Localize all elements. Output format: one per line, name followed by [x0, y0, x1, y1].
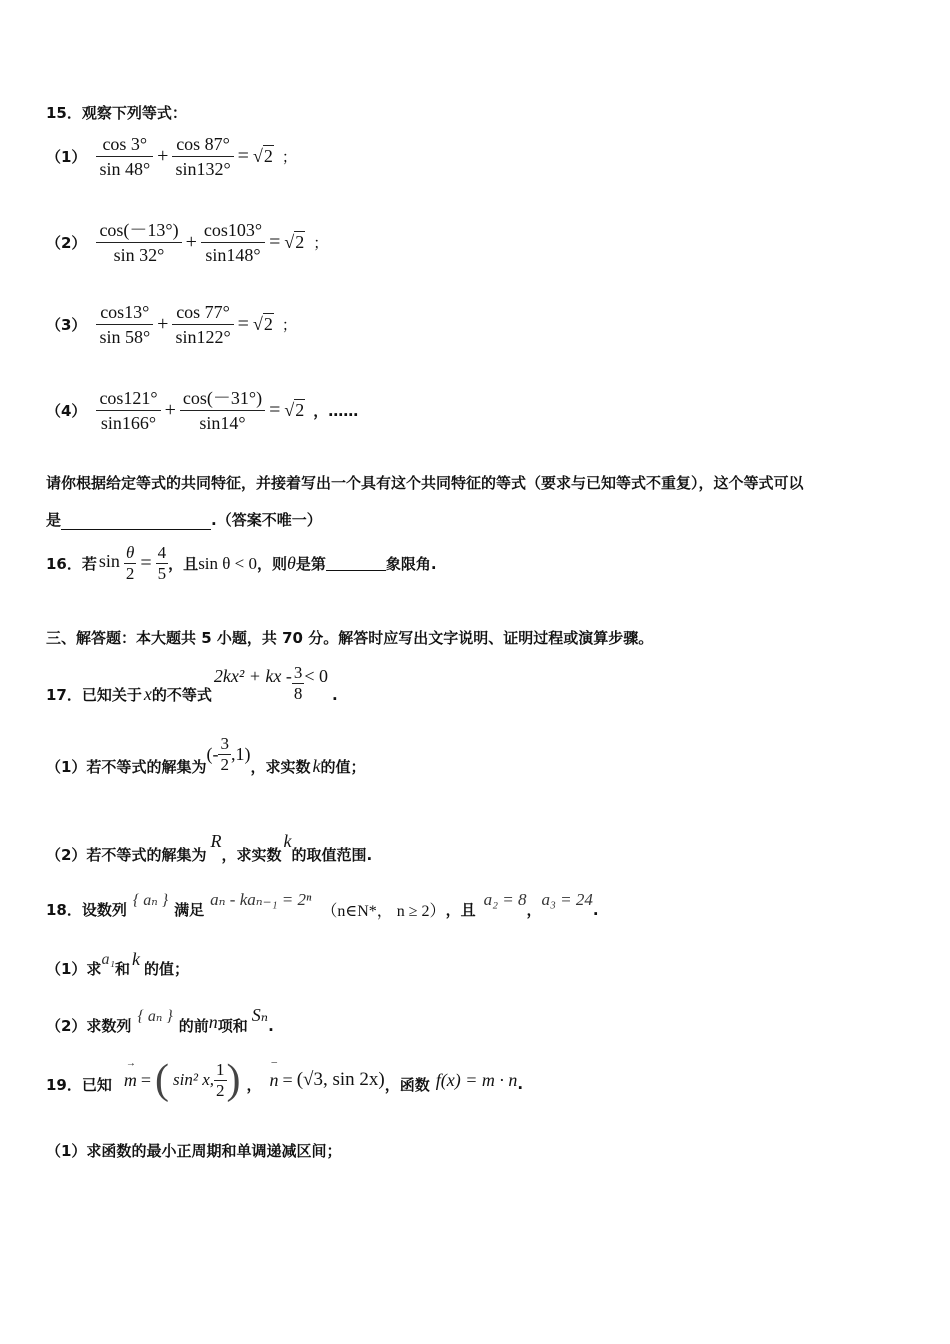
q17: 17．已知关于 x 的不等式 2kx² + kx - 3 8 < 0 .	[46, 663, 338, 704]
theta-half-fraction: $\frac{\theta}{2}$	[125, 543, 135, 583]
q19-part-1: （1）求函数的最小正周期和单调递减区间；	[46, 1142, 342, 1160]
answer-blank[interactable]	[326, 556, 386, 571]
fraction-2: $\frac{\cos 103^\circ}{\sin 148^\circ}$	[201, 218, 265, 267]
fraction-2: $\frac{\cos 77^\circ}{\sin 122^\circ}$	[172, 300, 233, 349]
q19: 19．已知 → m = ( sin² x, 1 2 ) ， – n = (√3, sin 2x) ，函数 f(x) = m · n .	[46, 1056, 523, 1104]
q18: 18．设数列 { aₙ } 满足 aₙ - kaₙ₋₁ = 2ⁿ （n∈N*， n ≥ 2） ，且 a₂ = 8 ， a₃ = 24 .	[46, 889, 599, 920]
fraction-2: $\frac{\cos(-31^\circ)}{\sin 14^\circ}$	[180, 386, 265, 435]
sqrt-2: √2	[284, 232, 305, 252]
eq-label: （2）	[46, 234, 87, 252]
sqrt-2: √2	[252, 146, 273, 166]
fraction-1: $\frac{\cos 3^\circ}{\sin 48^\circ}$	[96, 132, 153, 181]
eq-label: （1）	[46, 148, 87, 166]
q15-header: 15．观察下列等式：	[46, 104, 187, 122]
q15-equation-1: （1） $\frac{\cos 3^\circ}{\sin 48^\circ}$ + $\frac{\cos 87^\circ}{\sin 132^\circ}$ = √2 ；	[46, 134, 297, 179]
q15-equation-2: （2） $\frac{\cos(-13^\circ)}{\sin 32^\circ}$ + $\frac{\cos 103^\circ}{\sin 148^\circ}$ = √2 ；	[46, 220, 329, 265]
three-eighths-fraction: 3 8	[293, 663, 303, 703]
answer-blank[interactable]	[61, 513, 211, 530]
q17-part-2: （2）若不等式的解集为 R ，求实数 k 的取值范围.	[46, 831, 373, 864]
three-halves-fraction: 3 2	[220, 734, 229, 774]
q15-equation-3: （3） $\frac{\cos 13^\circ}{\sin 58^\circ}$ + $\frac{\cos 77^\circ}{\sin 122^\circ}$ = √2 ；	[46, 302, 297, 347]
sqrt-2: √2	[284, 400, 305, 420]
q15-equation-4: （4） $\frac{\cos 121^\circ}{\sin 166^\circ}$ + $\frac{\cos(-31^\circ)}{\sin 14^\circ}$ = √2 ，……	[46, 388, 359, 433]
section-3-heading: 三、解答题：本大题共 5 小题，共 70 分。解答时应写出文字说明、证明过程或演算步骤。	[46, 629, 654, 647]
q18-part-1: （1）求 a₁ 和 k 的值；	[46, 949, 190, 978]
eq-label: （4）	[46, 402, 87, 420]
q17-part-1: （1）若不等式的解集为 (- 3 2 ,1) ，求实数 k 的值；	[46, 734, 366, 776]
fraction-1: $\frac{\cos(-13^\circ)}{\sin 32^\circ}$	[96, 218, 181, 267]
vector-m: → m	[124, 1070, 137, 1091]
eq-label: （3）	[46, 316, 87, 334]
fraction-1: $\frac{\cos 13^\circ}{\sin 58^\circ}$	[96, 300, 153, 349]
q15-instruction: 请你根据给定等式的共同特征，并接着写出一个具有这个共同特征的等式（要求与已知等式不重复），这个等式可以	[46, 474, 804, 492]
one-half-fraction: 1 2	[216, 1059, 225, 1100]
q16: 16．若 sin $\frac{\theta}{2}$ = $\frac{4}{5}$ ，且 sin θ < 0 ，则 θ 是第 象限角.	[46, 543, 437, 583]
four-fifths-fraction: $\frac{4}{5}$	[157, 543, 167, 583]
fraction-2: $\frac{\cos 87^\circ}{\sin 132^\circ}$	[172, 132, 233, 181]
q15-answer-line: 是 .（答案不唯一）	[46, 511, 322, 529]
q18-part-2: （2）求数列 { aₙ } 的前 n 项和 Sₙ .	[46, 1005, 274, 1035]
fraction-1: $\frac{\cos 121^\circ}{\sin 166^\circ}$	[96, 386, 160, 435]
sqrt-2: √2	[252, 314, 273, 334]
vector-n: – n	[270, 1070, 279, 1091]
